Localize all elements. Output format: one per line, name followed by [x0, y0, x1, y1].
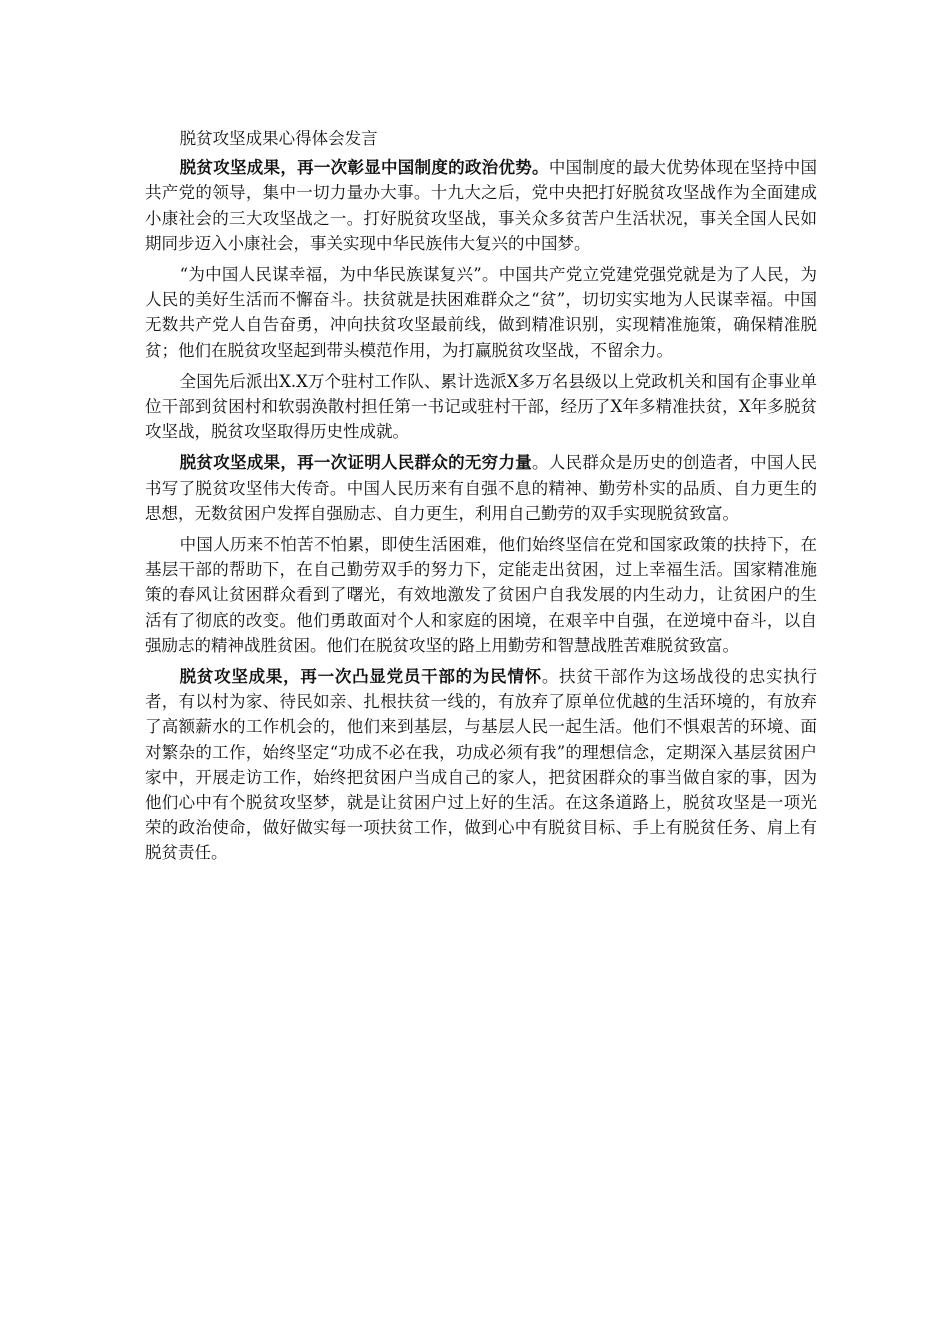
paragraph-3 — [145, 369, 817, 445]
paragraph-text: “为中国人民谋幸福，为中华民族谋复兴”。中国共产党立党建党强党就是为了人民，为人民的美好生活而不懈奋斗。扶贫就是扶困难群众之“贫”，切切实实地为人民谋幸福。中国无数共产党人自告奋勇，冲向扶贫攻坚最前线，做到精准识别，实现精准施策，确保精准脱贫；他们在脱贫攻坚起到带头模范作用，为打赢脱贫攻坚战，不留余力。 — [145, 265, 817, 360]
paragraph-5 — [145, 532, 817, 658]
paragraph-text: 全国先后派出X.X万个驻村工作队、累计选派X多万名县级以上党政机关和国有企事业单位干部到贫困村和软弱涣散村担任第一书记或驻村干部，经历了X年多精准扶贫，X年多脱贫攻坚战，脱贫攻坚取得历史性成就。 — [145, 371, 817, 442]
paragraph-text: 。人民群众是历史的创造者，中国人民书写了脱贫攻坚伟大传奇。中国人民历来有自强不息的精神、勤劳朴实的品质、自力更生的思想，无数贫困户发挥自强励志、自力更生，利用自己勤劳的双手实现脱贫致富。 — [145, 453, 818, 523]
paragraph-4 — [145, 450, 817, 526]
paragraph-text: 中国人历来不怕苦不怕累，即使生活困难，他们始终坚信在党和国家政策的扶持下，在基层干部的帮助下，在自己勤劳双手的努力下，定能走出贫困，过上幸福生活。国家精准施策的春风让贫困群众看到了曙光，有效地激发了贫困户自我发展的内生动力，让贫困户的生活有了彻底的改变。他们勇敢面对个人和家庭的困境，在艰辛中自强，在逆境中奋斗，以自强励志的精神战胜贫困。他们在脱贫攻坚的路上用勤劳和智慧战胜苦难脱贫致富。 — [145, 535, 817, 655]
paragraph-lead: 脱贫攻坚成果，再一次彰显中国制度的政治优势。 — [179, 158, 549, 178]
document-body — [145, 126, 817, 872]
paragraph-lead: 脱贫攻坚成果，再一次证明人民群众的无穷力量 — [179, 453, 533, 473]
paragraph-text: 中国制度的最大优势体现在坚持中国共产党的领导，集中一切力量办大事。十九大之后，党中央把打好脱贫攻坚战作为全面建成小康社会的三大攻坚战之一。打好脱贫攻坚战，事关众多贫苦户生活状况，事关全国人民如期同步迈入小康社会，事关实现中华民族伟大复兴的中国梦。 — [145, 158, 818, 253]
document-title: 脱贫攻坚成果心得体会发言 — [179, 129, 378, 148]
paragraph-6 — [145, 664, 817, 866]
paragraph-lead: 脱贫攻坚成果，再一次凸显党员干部的为民情怀 — [179, 667, 542, 687]
paragraph-text: 。扶贫干部作为这场战役的忠实执行者，有以村为家、待民如亲、扎根扶贫一线的，有放弃了原单位优越的生活环境的，有放弃了高额薪水的工作机会的，他们来到基层，与基层人民一起生活。他们不惧艰苦的环境、面对繁杂的工作，始终坚定“功成不必在我，功成必须有我”的理想信念，定期深入基层贫困户家中，开展走访工作，始终把贫困户当成自己的家人，把贫困群众的事当做自家的事，因为他们心中有个脱贫攻坚梦，就是让贫困户过上好的生活。在这条道路上，脱贫攻坚是一项光荣的政治使命，做好做实每一项扶贫工作，做到心中有脱贫目标、手上有脱贫任务、肩上有脱贫责任。 — [145, 667, 818, 863]
paragraph-2 — [145, 262, 817, 363]
paragraph-1 — [145, 155, 817, 256]
